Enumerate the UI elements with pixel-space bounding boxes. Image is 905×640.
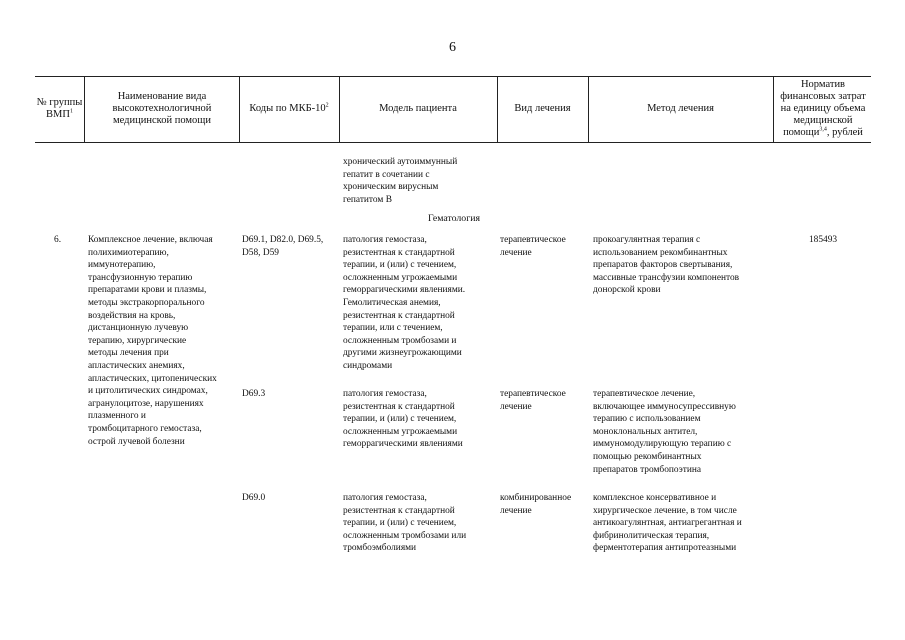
header-cost-norm-suffix: , рублей (826, 127, 863, 138)
header-treatment-type: Вид лечения (514, 103, 571, 114)
header-cost-norm-text: Норматив финансовых затрат на единицу объема медицинской помощи (780, 79, 866, 138)
header-patient-model: Модель пациента (379, 103, 457, 114)
care-type-name: Комплексное лечение, включая полихимиотерапию, иммунотерапию, трансфузионную терапию препаратами крови и плазмы, методы экстракорпорального воздействия на кровь, дистанционную лучевую терапию, хирургические методы лечения при апластических анемиях, апластических, цитопенических и цитолитических синдромах, агранулоцитозе, нарушениях плазменного и тромбоцитарного гемостаза, острой лучевой болезни (88, 235, 217, 447)
continued-patient-model: хронический аутоиммунный гепатит в сочетании с хроническим вирусным гепатитом В (343, 157, 458, 205)
header-treatment-method: Метод лечения (647, 103, 714, 114)
group-number: 6. (54, 235, 62, 245)
treatment-type: терапевтическое лечение (500, 389, 566, 412)
page-number: 6 (449, 40, 456, 55)
footnote-mark: 3,4 (819, 126, 827, 133)
header-col-divider (84, 76, 85, 142)
footnote-mark: 1 (69, 108, 73, 115)
treatment-type: комбинированное лечение (500, 493, 572, 516)
icd-codes: D69.0 (242, 493, 266, 503)
treatment-method: комплексное консервативное и хирургическое лечение, в том числе антикоагулянтная, антиагрегантная и фибринолитическая терапия, ферментотерапия антипротеазными (593, 493, 742, 554)
footnote-mark: 2 (325, 102, 329, 109)
section-title: Гематология (428, 213, 480, 224)
header-care-type: Наименование вида высокотехнологичной медицинской помощи (112, 91, 212, 126)
treatment-method: прокоагулянтная терапия с использованием рекомбинантных препаратов факторов свертывания, массивные трансфузии компонентов донорской крови (593, 235, 740, 296)
header-group-number (35, 76, 84, 142)
icd-codes: D69.3 (242, 389, 266, 399)
patient-model: патология гемостаза, резистентная к стандартной терапии, и (или) с течением, осложненным угрожаемыми геморрагическими явлениями (343, 389, 463, 450)
cost-norm-value: 185493 (808, 235, 838, 245)
header-icd-codes (239, 76, 339, 142)
icd-codes: D69.1, D82.0, D69.5, D58, D59 (242, 235, 324, 258)
patient-model: патология гемостаза, резистентная к стандартной терапии, и (или) с течением, осложненным тромбозами или тромбоэмболиями (343, 493, 467, 554)
header-col-divider (773, 76, 774, 142)
header-icd-codes-text: Коды по МКБ-10 (249, 103, 326, 114)
patient-model: патология гемостаза, резистентная к стандартной терапии, и (или) с течением, осложненным угрожаемыми геморрагическими явлениями. Гемолитическая анемия, резистентная к стандартной терапии, или с течением, осложненным тромбозами и другими жизнеугрожающими синдромами (343, 235, 466, 371)
header-bottom-rule (35, 142, 871, 143)
header-cost-norm (775, 76, 871, 142)
header-group-number-text: № группы ВМП (36, 97, 83, 120)
treatment-method: терапевтическое лечение, включающее иммуносупрессивную терапию с использованием моноклональных антител, иммуномодулирующую терапию с помощью рекомбинантных препаратов тромбопоэтина (593, 389, 736, 475)
treatment-type: терапевтическое лечение (500, 235, 566, 258)
